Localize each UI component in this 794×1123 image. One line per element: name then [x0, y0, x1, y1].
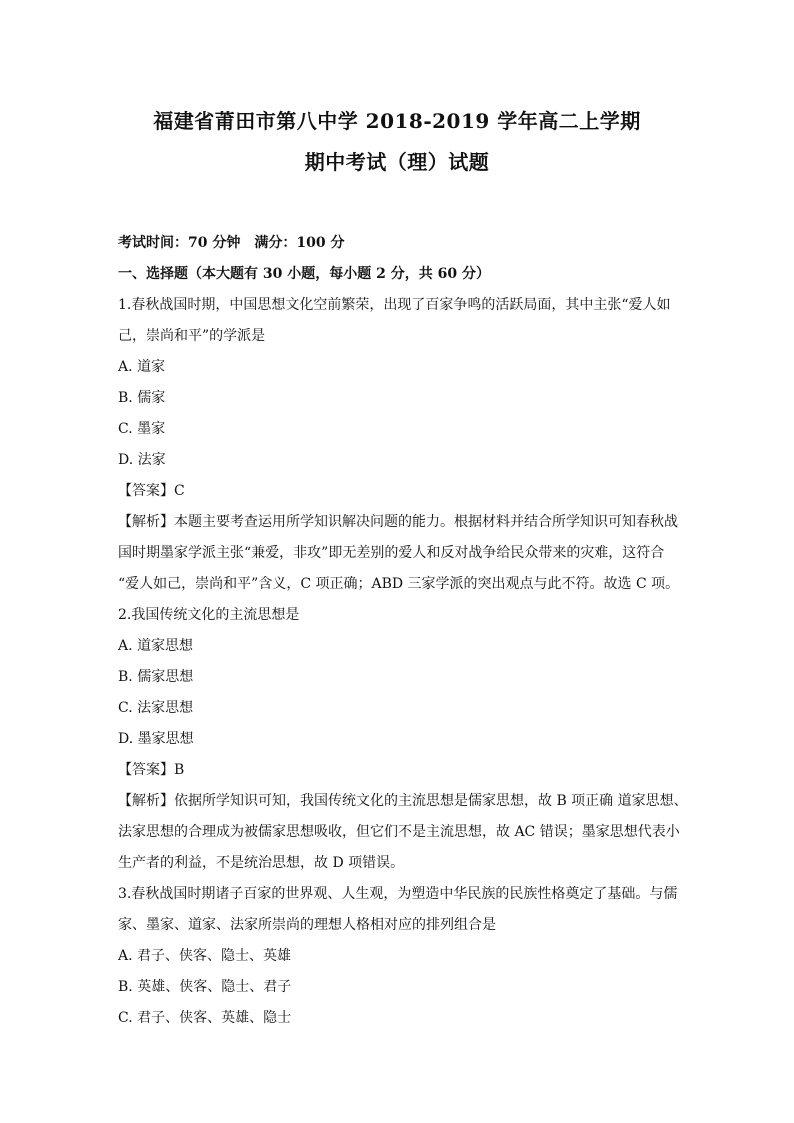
question-2-text-line: 2.我国传统文化的主流思想是 — [118, 607, 300, 623]
question-3 — [118, 879, 678, 1034]
question-3-text-line: 3.春秋战国时期诸子百家的世界观、人生观，为塑造中华民族的民族性格奠定了基础。与儒 — [118, 886, 678, 902]
question-2-option-a: A. 道家思想 — [118, 638, 194, 654]
document-subtitle: 期中考试（理）试题 — [304, 150, 490, 174]
exam-time: 考试时间：70 分钟 满分：100 分 — [118, 235, 345, 251]
question-1-analysis-line: “爱人如己，崇尚和平”含义，C 项正确；ABD 三家学派的突出观点与此不符。故选 C 项。 — [118, 576, 680, 592]
question-1-option-b: B. 儒家 — [118, 390, 166, 406]
question-2-option-b: B. 儒家思想 — [118, 669, 194, 685]
question-3-option-c: C. 君子、侠客、英雄、隐士 — [118, 1010, 292, 1026]
question-1-option-a: A. 道家 — [118, 359, 166, 375]
question-2-analysis-line: 法家思想的合理成为被儒家思想吸收，但它们不是主流思想，故 AC 错误；墨家思想代表小 — [118, 824, 680, 840]
question-3-option-a: A. 君子、侠客、隐士、英雄 — [118, 948, 292, 964]
question-1-text-line: 1.春秋战国时期，中国思想文化空前繁荣，出现了百家争鸣的活跃局面，其中主张“爱人如 — [118, 297, 671, 313]
question-2-analysis-line: 生产者的利益，不是统治思想，故 D 项错误。 — [118, 855, 405, 871]
question-1-answer: 【答案】C — [118, 483, 185, 499]
question-2 — [118, 600, 688, 879]
question-2-answer: 【答案】B — [118, 762, 185, 778]
question-2-option-c: C. 法家思想 — [118, 700, 194, 716]
question-2-analysis-line: 【解析】依据所学知识可知，我国传统文化的主流思想是儒家思想，故 B 项正确 道家思想、 — [118, 793, 688, 809]
document-body — [118, 228, 688, 1034]
section-heading: 一、选择题（本大题有 30 小题，每小题 2 分，共 60 分） — [118, 266, 490, 282]
question-1-text-line: 己，崇尚和平”的学派是 — [118, 328, 266, 344]
question-3-text-line: 家、墨家、道家、法家所崇尚的理想人格相对应的排列组合是 — [118, 917, 496, 933]
question-3-option-b: B. 英雄、侠客、隐士、君子 — [118, 979, 292, 995]
question-1-analysis-line: 国时期墨家学派主张“兼爱，非攻”即无差别的爱人和反对战争给民众带来的灾难，这符合 — [118, 545, 665, 561]
question-1-option-c: C. 墨家 — [118, 421, 166, 437]
question-1 — [118, 290, 678, 600]
question-2-option-d: D. 墨家思想 — [118, 731, 194, 747]
question-1-analysis-line: 【解析】本题主要考查运用所学知识解决问题的能力。根据材料并结合所学知识可知春秋战 — [118, 514, 678, 530]
document-title: 福建省莆田市第八中学 2018-2019 学年高二上学期 — [153, 109, 641, 133]
question-1-option-d: D. 法家 — [118, 452, 166, 468]
